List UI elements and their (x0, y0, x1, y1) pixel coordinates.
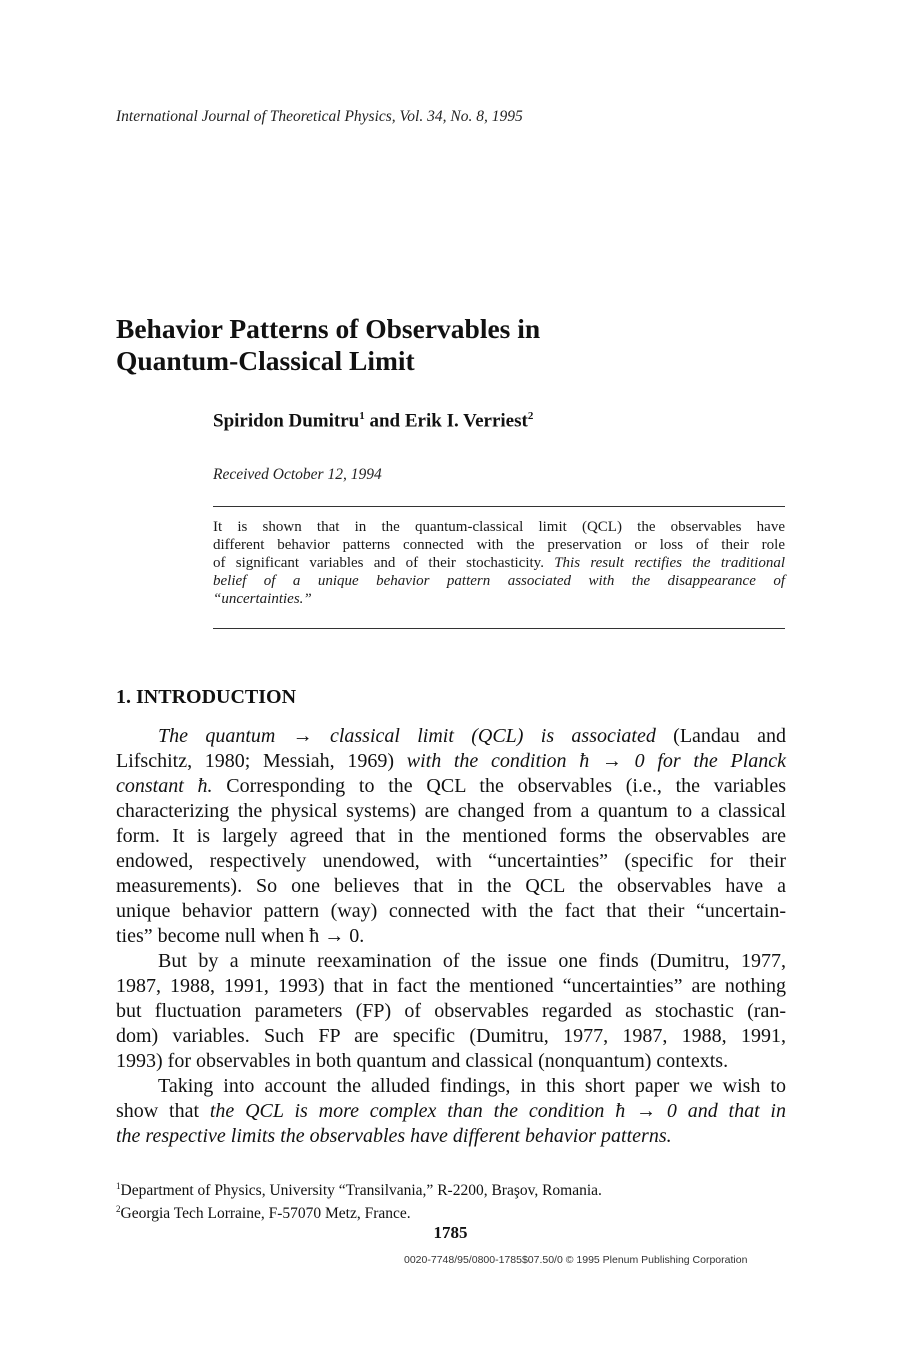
text-line: 1987, 1988, 1991, 1993) that in fact the mentioned “uncertainties” are nothing (116, 975, 786, 997)
author-2-affil: 2 (527, 410, 534, 422)
footnote-2 (116, 1200, 602, 1223)
authors (213, 410, 533, 432)
abstract (213, 518, 785, 608)
text-line: unique behavior pattern (way) connected with the fact that their “uncertain- (116, 900, 786, 922)
title-line-2: Quantum-Classical Limit (116, 345, 415, 376)
text-run: (Landau and (655, 725, 786, 747)
paragraph-3 (116, 1074, 786, 1149)
paper-title (116, 313, 756, 377)
received-date: Received October 12, 1994 (213, 466, 382, 483)
abstract-line (213, 572, 785, 590)
abstract-line (213, 554, 785, 572)
footnote-marker: 1 (116, 1181, 121, 1191)
italic-text: the QCL is more complex than the condition ħ → 0 and that in (209, 1100, 786, 1122)
text-line: 1993) for observables in both quantum and classical (nonquantum) contexts. (116, 1050, 729, 1072)
section-heading: 1. INTRODUCTION (116, 686, 297, 708)
text-line: endowed, respectively unendowed, with “uncertainties” (specific for their (116, 850, 786, 872)
text-line (116, 1099, 786, 1124)
paragraph-2 (116, 949, 786, 1074)
text-line: dom) variables. Such FP are specific (Dumitru, 1977, 1987, 1988, 1991, (116, 1025, 786, 1047)
abstract-italic: This result rectifies the traditional (554, 555, 785, 571)
text-run: Lifschitz, 1980; Messiah, 1969) (116, 750, 407, 772)
paragraph-1 (116, 724, 786, 949)
abstract-bottom-rule (213, 628, 785, 629)
footnote-text: Georgia Tech Lorraine, F-57070 Metz, France. (120, 1205, 411, 1223)
abstract-text: of significant variables and of their stochasticity. (213, 555, 555, 571)
abstract-line: It is shown that in the quantum-classical limit (QCL) the observables have (213, 519, 785, 535)
author-1-affil: 1 (359, 410, 365, 422)
text-line: ties” become null when ħ → 0. (116, 925, 365, 947)
journal-header: International Journal of Theoretical Physics, Vol. 34, No. 8, 1995 (116, 108, 523, 125)
italic-text: constant ħ. (116, 775, 213, 797)
text-line: characterizing the physical systems) are changed from a quantum to a classical (116, 800, 786, 822)
text-line: measurements). So one believes that in the QCL the observables have a (116, 875, 786, 897)
text-line: but fluctuation parameters (FP) of observables regarded as stochastic (ran- (116, 1000, 786, 1022)
abstract-italic: belief of a unique behavior pattern associated with the disappearance of (213, 573, 785, 589)
text-run: Corresponding to the QCL the observables (i.e., the variables (212, 775, 786, 797)
abstract-top-rule (213, 506, 785, 507)
footnote-marker: 2 (116, 1204, 121, 1215)
abstract-line: different behavior patterns connected with the preservation or loss of their role (213, 537, 785, 553)
italic-text: The quantum → classical limit (QCL) is associated (158, 725, 656, 747)
author-1: Spiridon Dumitru (213, 410, 360, 432)
text-line (116, 749, 786, 774)
text-line: Taking into account the alluded findings, in this short paper we wish to (158, 1075, 786, 1097)
footnote-text: Department of Physics, University “Transilvania,” R-2200, Braşov, Romania. (120, 1182, 602, 1200)
text-run: show that (116, 1100, 210, 1122)
text-line (116, 774, 786, 799)
page-number: 1785 (433, 1223, 468, 1242)
italic-text: with the condition ħ → 0 for the Planck (406, 750, 786, 772)
abstract-italic: “uncertainties.” (213, 591, 312, 607)
footnotes (116, 1177, 602, 1223)
text-line (116, 724, 786, 749)
abstract-line (213, 590, 785, 608)
copyright-line: 0020-7748/95/0800-1785$07.50/0 © 1995 Plenum Publishing Corporation (404, 1254, 748, 1266)
text-line: But by a minute reexamination of the issue one finds (Dumitru, 1977, (158, 950, 786, 972)
italic-text: the respective limits the observables have different behavior patterns. (116, 1125, 672, 1147)
title-line-1: Behavior Patterns of Observables in (116, 313, 541, 344)
text-line (116, 1124, 786, 1149)
text-line: form. It is largely agreed that in the mentioned forms the observables are (116, 825, 786, 847)
footnote-1 (116, 1177, 602, 1200)
author-conj: and (364, 410, 405, 432)
author-2: Erik I. Verriest (404, 410, 528, 432)
